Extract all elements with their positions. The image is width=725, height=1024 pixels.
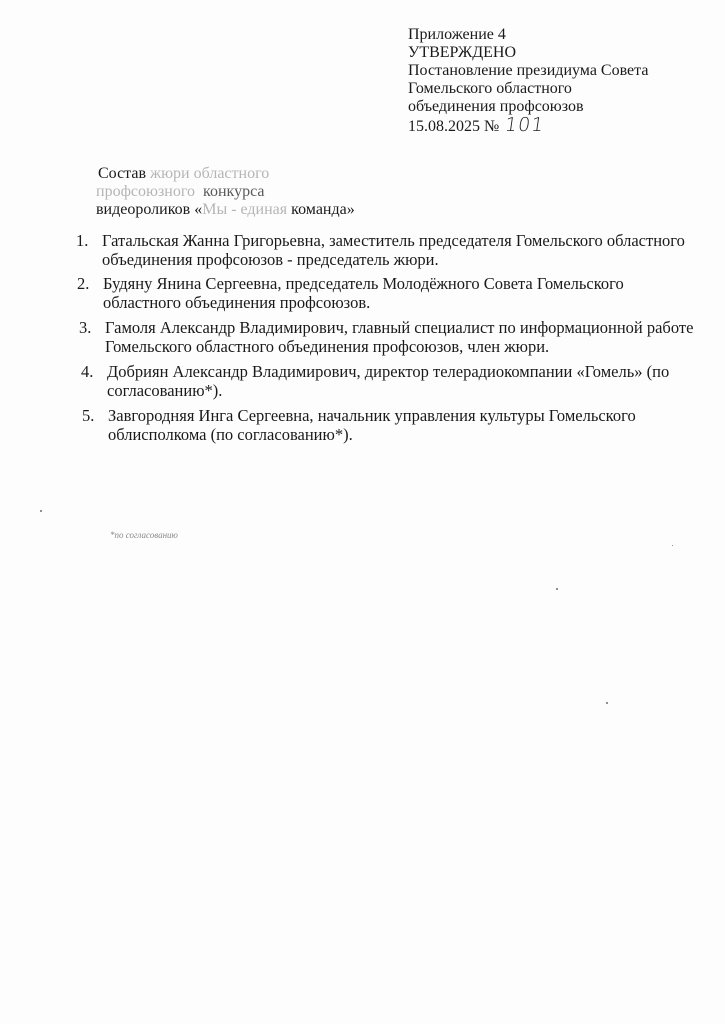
title-line-3-end: команда» — [291, 201, 355, 218]
approved-label: УТВЕРЖДЕНО — [408, 44, 517, 61]
title-line-3-dark: видеороликов « — [96, 201, 203, 218]
jury-members-list — [76, 231, 696, 449]
title-line-3-faded: Мы - единая — [202, 201, 288, 218]
scan-speck — [672, 545, 673, 546]
title-line-1 — [96, 165, 476, 183]
title-line-1-dark: Состав — [98, 165, 147, 182]
member-role: главный специалист по информационной работе Гомельского областного объединения профсоюзов, член жюри. — [105, 318, 694, 356]
list-item — [82, 406, 696, 444]
scan-speck — [556, 588, 558, 590]
list-item — [79, 318, 696, 356]
member-number: 4. — [81, 362, 94, 381]
scan-speck — [40, 510, 42, 512]
member-number: 3. — [79, 318, 92, 337]
title-line-2-faded: профсоюзного — [96, 183, 196, 200]
member-name: Гамоля Александр Владимирович, — [105, 318, 349, 337]
member-role: заместитель председателя Гомельского областного объединения профсоюзов - председатель жюри. — [102, 231, 685, 269]
member-role: начальник управления культуры Гомельского облисполкома (по согласованию*). — [108, 406, 636, 444]
list-item — [76, 231, 696, 269]
list-item — [81, 362, 696, 400]
member-number: 5. — [82, 406, 95, 425]
member-name: Будяну Янина Сергеевна, — [103, 274, 282, 293]
footnote: *по согласованию — [110, 530, 178, 540]
handwritten-number: 101 — [503, 114, 547, 136]
approval-block — [408, 26, 708, 136]
appendix-label: Приложение 4 — [408, 26, 506, 43]
resolution-date: 15.08.2025 № — [408, 118, 500, 135]
member-role: председатель Молодёжного Совета Гомельского областного объединения профсоюзов. — [103, 274, 624, 312]
member-name: Завгородняя Инга Сергеевна, — [108, 406, 314, 425]
member-text — [108, 406, 696, 444]
title-line-2-semi: конкурса — [203, 183, 265, 200]
title-line-3 — [96, 201, 476, 219]
member-name: Гатальская Жанна Григорьевна, — [102, 231, 325, 250]
member-text — [103, 274, 696, 312]
member-number: 2. — [77, 274, 90, 293]
member-number: 1. — [76, 231, 89, 250]
resolution-line-1: Постановление президиума Совета — [408, 62, 649, 79]
document-title — [96, 165, 476, 219]
member-text — [105, 318, 696, 356]
member-role: директор телерадиокомпании «Гомель» (по согласованию*). — [107, 362, 670, 400]
list-item — [77, 274, 696, 312]
member-name: Добриян Александр Владимирович, — [107, 362, 361, 381]
scan-speck — [606, 702, 608, 704]
member-text — [107, 362, 696, 400]
member-text — [102, 231, 696, 269]
date-row — [408, 116, 708, 136]
resolution-line-3: объединения профсоюзов — [408, 98, 584, 115]
title-line-2 — [96, 183, 476, 201]
resolution-line-2: Гомельского областного — [408, 80, 572, 97]
title-line-1-faded: жюри областного — [150, 165, 270, 182]
